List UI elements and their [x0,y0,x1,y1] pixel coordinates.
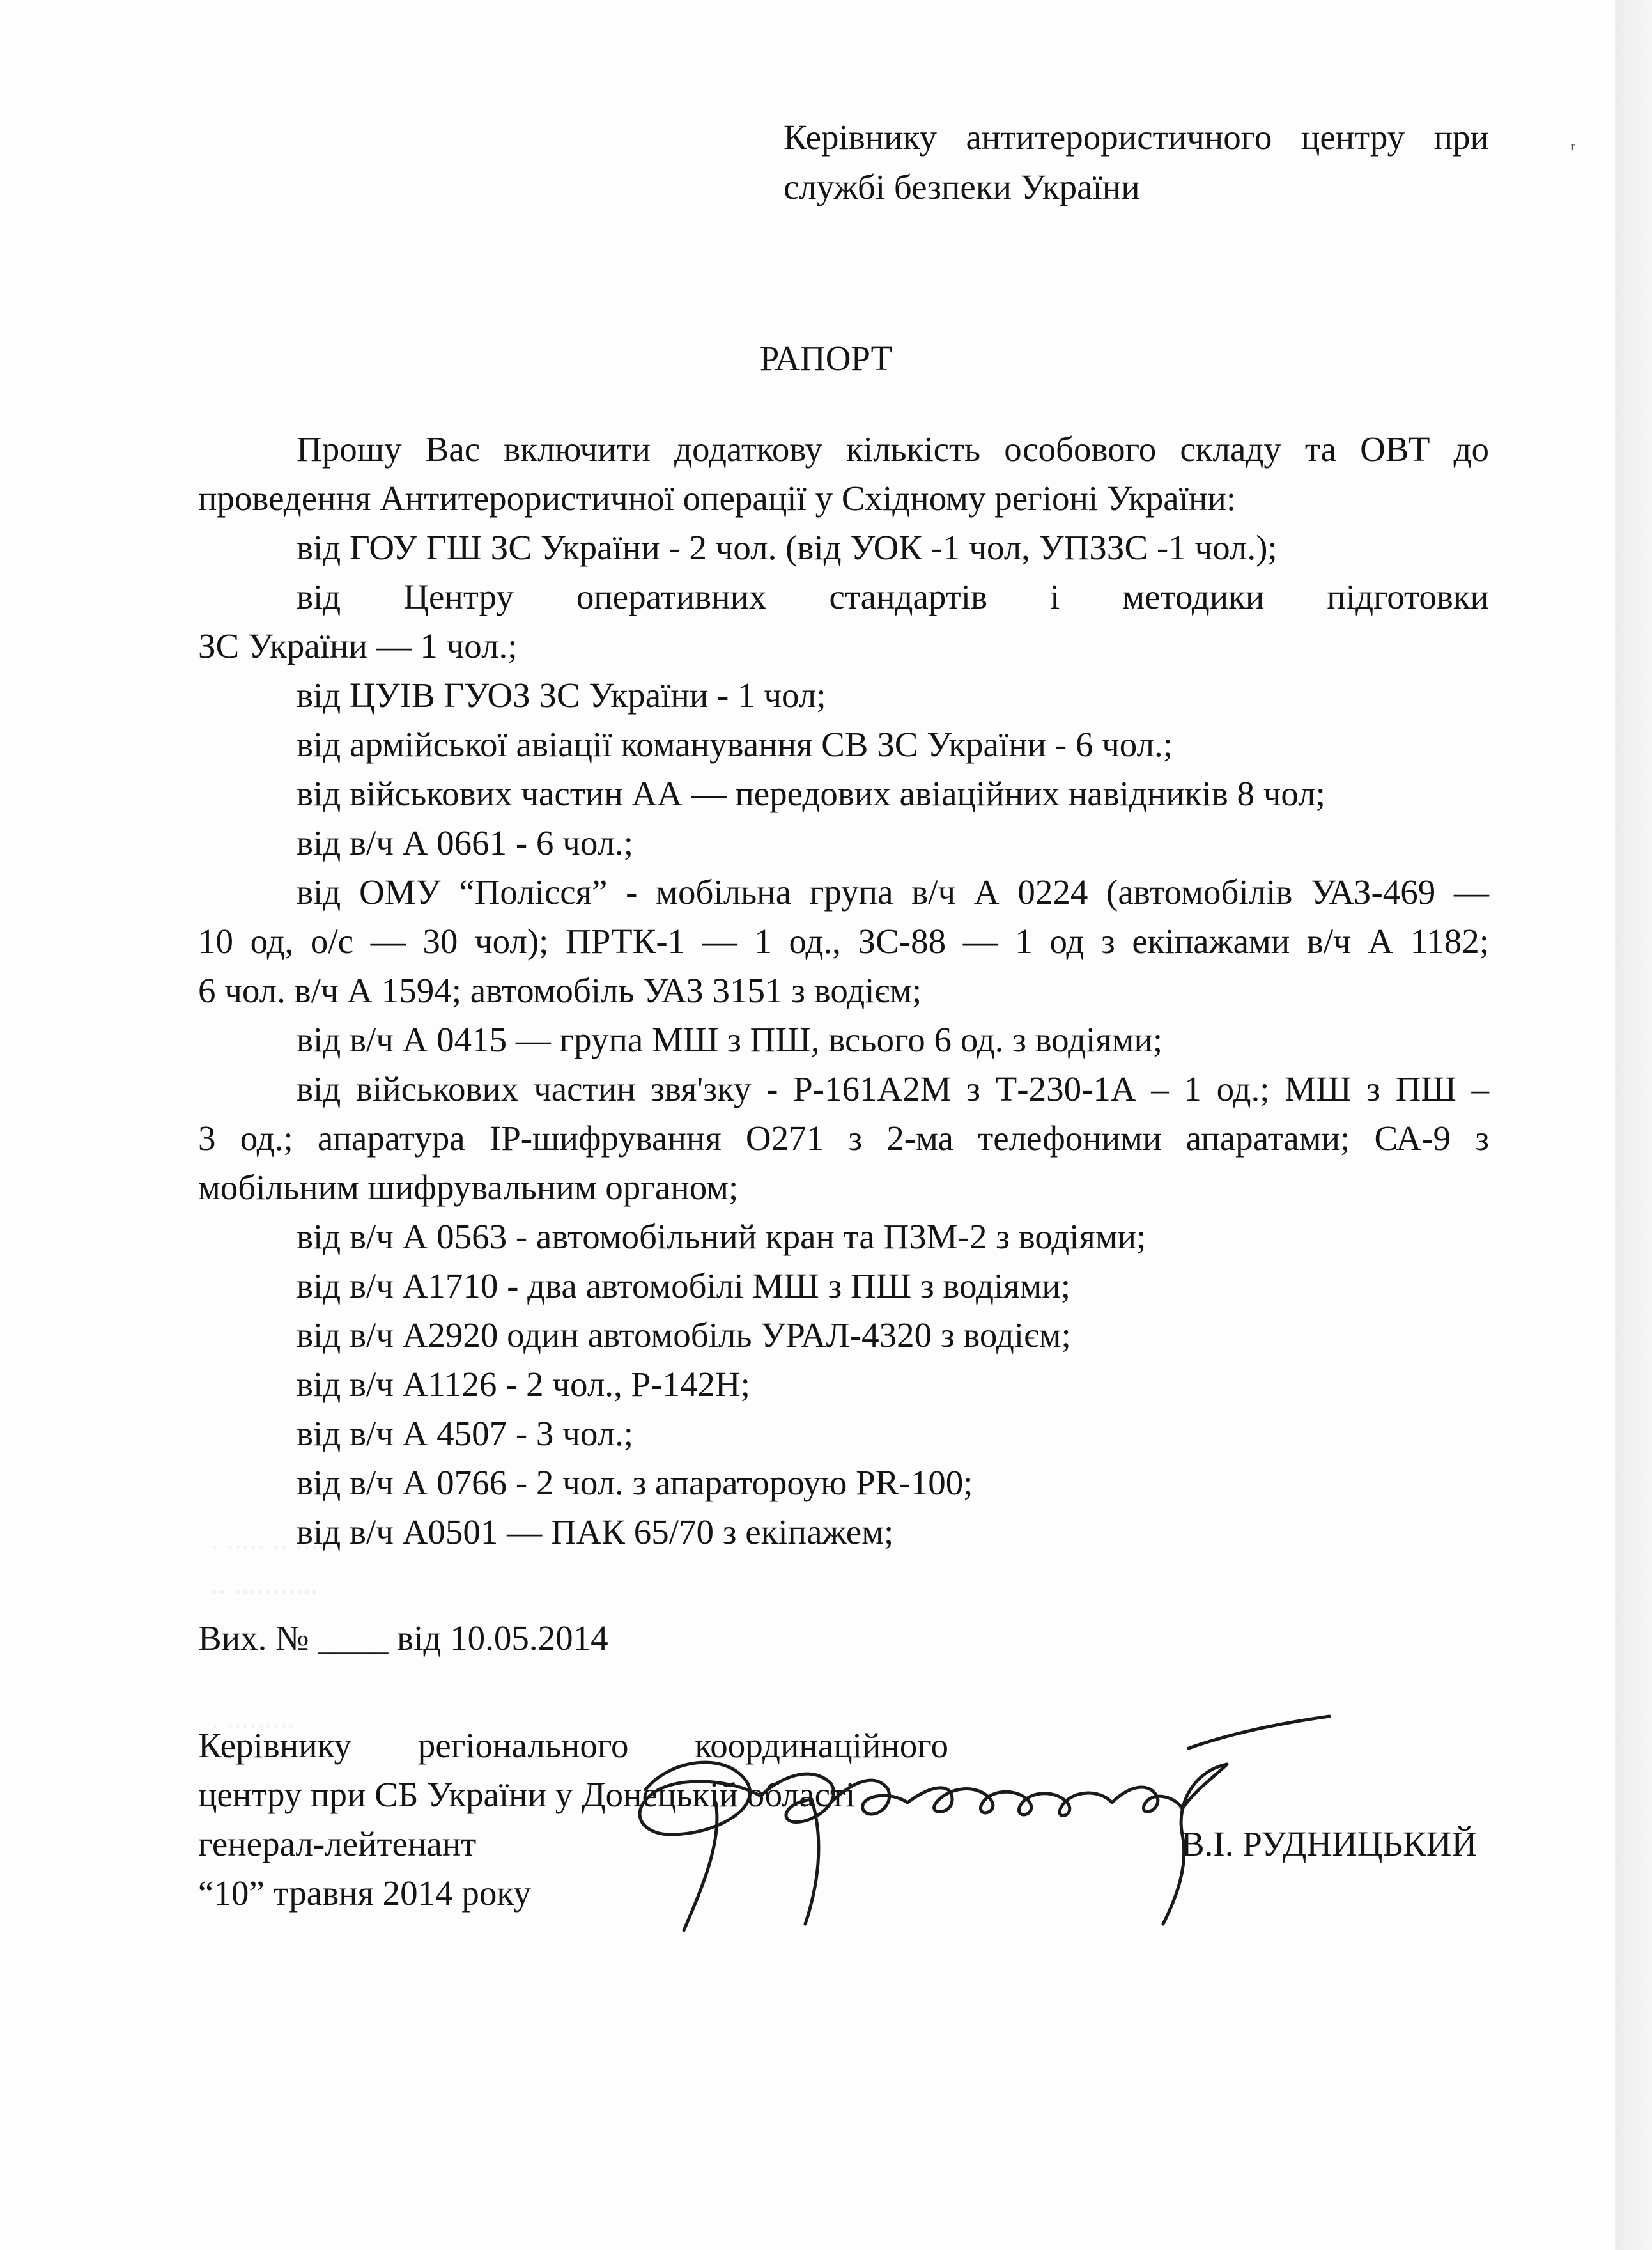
margin-tick-mark: ᵣ [1571,132,1575,153]
list-item-continuation: 3 од.; апаратура IP-шифрування О271 з 2-ма телефоними апаратами; СА-9 з [198,1119,1489,1158]
intro-line-1: Прошу Вас включити додаткову кількість особового складу та ОВТ до [297,430,1489,469]
signatory-title-line-2: центру при СБ України у Донецькій області [198,1775,856,1814]
list-item: від в/ч А 0766 - 2 чол. з апаратороую PR-100; [297,1463,973,1502]
bleed-through-text: .. ........... [211,1567,318,1601]
signatory-name: В.І. РУДНИЦЬКИЙ [1181,1824,1478,1863]
outgoing-number: Вих. № ____ від 10.05.2014 [198,1618,608,1657]
list-item-continuation: мобільним шифрувальним органом; [198,1168,739,1207]
signatory-rank: генерал-лейтенант [198,1824,477,1863]
signature-date: “10” травня 2014 року [198,1874,531,1912]
signatory-title-line-1: Керівнику регіонального координаційного [198,1726,948,1765]
list-item: від Центру оперативних стандартів і методики підготовки [297,577,1489,616]
list-item: від в/ч А1710 - два автомобілі МШ з ПШ з водіями; [297,1266,1071,1305]
list-item: від в/ч А1126 - 2 чол., Р-142Н; [297,1365,750,1404]
list-item: від в/ч А 4507 - 3 чол.; [297,1414,634,1453]
list-item: від в/ч А2920 один автомобіль УРАЛ-4320 з водієм; [297,1315,1071,1354]
list-item: від ЦУІВ ГУОЗ ЗС України - 1 чол; [297,676,826,715]
list-item: від в/ч А0501 — ПАК 65/70 з екіпажем; [297,1512,894,1551]
addressee-line-1: Керівнику антитерористичного центру при [784,118,1489,157]
bleed-through-text: . ..... .. ..... [211,1522,334,1556]
list-item-continuation: 10 од, о/с — 30 чол); ПРТК-1 — 1 од., ЗС-88 — 1 од з екіпажами в/ч А 1182; [198,922,1489,961]
list-item: від в/ч А 0415 — група МШ з ПШ, всього 6 од. з водіями; [297,1020,1163,1059]
bleed-through-text: . ......... [211,1701,295,1735]
list-item: від військових частин звя'зку - Р-161А2М з Т-230-1А – 1 од.; МШ з ПШ – [297,1069,1489,1108]
list-item: від ГОУ ГШ ЗС України - 2 чол. (від УОК -1 чол, УПЗЗС -1 чол.); [297,528,1278,567]
list-item: від в/ч А 0661 - 6 чол.; [297,823,634,862]
handwritten-signature [620,1713,1336,1943]
list-item: від військових частин АА — передових авіаційних навідників 8 чол; [297,774,1325,813]
list-item-continuation: 6 чол. в/ч А 1594; автомобіль УАЗ 3151 з водієм; [198,971,922,1010]
list-item: від армійської авіації команування СВ ЗС України - 6 чол.; [297,725,1173,764]
addressee-line-2: службі безпеки України [784,167,1140,206]
list-item: від в/ч А 0563 - автомобільний кран та ПЗМ-2 з водіями; [297,1217,1146,1256]
list-item: від ОМУ “Полісся” - мобільна група в/ч А 0224 (автомобілів УАЗ-469 — [297,873,1489,912]
list-item-continuation: ЗС України — 1 чол.; [198,626,518,665]
document-title: РАПОРТ [759,339,893,378]
intro-line-2: проведення Антитерористичної операції у Східному регіоні України: [198,479,1237,518]
